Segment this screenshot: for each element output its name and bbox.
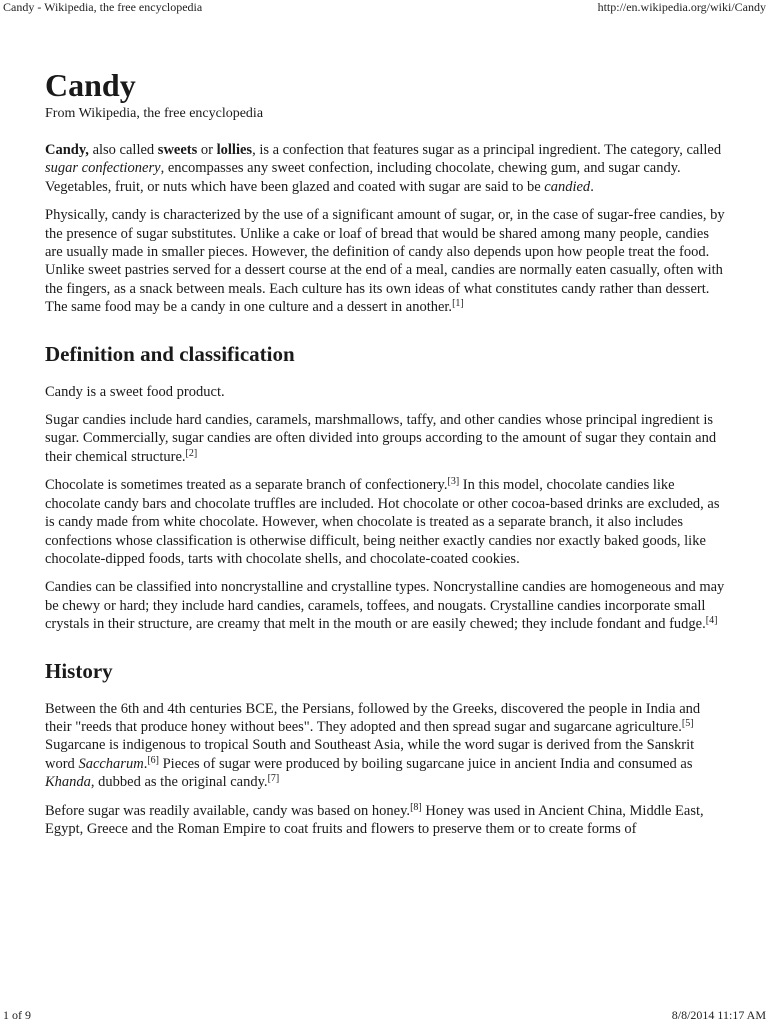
citation-ref-6[interactable]: [6] (147, 754, 159, 766)
citation-ref-5[interactable]: [5] (681, 717, 694, 729)
text-run: , encompasses any sweet confection, including chocolate, chewing gum, and sugar candy. Vegetables, fruit, or nuts which have been glazed and coated with sugar are said to be (45, 160, 681, 195)
footer-datetime: 8/8/2014 11:17 AM (671, 1008, 766, 1022)
text-run: Sugarcane is indigenous to tropical South and Southeast Asia, while the word sugar is derived from the Sanskrit word (45, 737, 695, 772)
history-paragraph-1 (45, 700, 725, 792)
italic-term: Saccharum (78, 755, 144, 772)
text-run: or (197, 142, 217, 158)
print-header (0, 0, 768, 16)
text-run: Candies can be classified into noncrystalline and crystalline types. Noncrystalline candies are homogeneous and may be chewy or hard; they include hard candies, caramels, toffees, and nougats. Crystalline candies incorporate small crystals in their structure, are creamy that melt in the mouth or are easily chewed; they include fondant and fudge. (45, 579, 725, 633)
bold-term: sweets (157, 142, 198, 158)
italic-term: Khanda (45, 774, 91, 791)
text-run: Pieces of sugar were produced by boiling sugarcane juice in ancient India and consumed as (158, 755, 693, 772)
definition-paragraph-1: Candy is a sweet food product. (45, 383, 225, 400)
footer-page-number: 1 of 9 (3, 1008, 31, 1022)
article-body (45, 67, 725, 838)
text-run: Chocolate is sometimes treated as a separate branch of confectionery. (45, 477, 448, 494)
history-paragraph-2 (45, 802, 725, 839)
intro-paragraph-2 (45, 206, 725, 316)
text-run: . (590, 178, 594, 195)
definition-paragraph-3 (45, 476, 725, 568)
print-footer (0, 1008, 768, 1024)
citation-ref-2[interactable]: [2] (185, 447, 198, 459)
definition-paragraph-4 (45, 578, 725, 633)
citation-ref-8[interactable]: [8] (410, 801, 422, 813)
text-run: . (143, 755, 148, 772)
citation-ref-4[interactable]: [4] (705, 615, 718, 627)
bold-term: Candy, (45, 142, 89, 158)
article-subtitle: From Wikipedia, the free encyclopedia (45, 106, 264, 121)
citation-ref-7[interactable]: [7] (267, 773, 280, 785)
text-run: Between the 6th and 4th centuries BCE, the Persians, followed by the Greeks, discovered the people in India and their "reeds that produce honey without bees". They adopted and then spread sugar and sugarcane agriculture. (45, 700, 701, 735)
section-heading-history: History (45, 658, 113, 683)
article-title: Candy (45, 67, 136, 103)
text-run: Sugar candies include hard candies, caramels, marshmallows, taffy, and other candies whose principal ingredient is sugar. Commercially, sugar candies are often divided into groups according to the amount of sugar they contain and their chemical structure. (45, 412, 717, 465)
italic-term: candied (544, 178, 591, 195)
intro-paragraph-1 (45, 141, 725, 196)
text-run: Physically, candy is characterized by the use of a significant amount of sugar, or, in the case of sugar-free candies, by the presence of sugar substitutes. Unlike a cake or loaf of bread that would be shared among many people, candies are usually made in smaller pieces. However, the definition of candy also depends upon how people treat the food. Unlike sweet pastries served for a dessert course at the end of a meal, candies are normally eaten casually, often with the fingers, as a snack between meals. Each culture has its own ideas of what constitutes candy rather than dessert. The same food may be a candy in one culture and a dessert in another. (45, 207, 725, 316)
italic-term: sugar confectionery (45, 160, 161, 177)
definition-paragraph-2 (45, 411, 725, 466)
text-run: also called (88, 142, 158, 158)
section-heading-definition: Definition and classification (45, 341, 295, 366)
header-url: http://en.wikipedia.org/wiki/Candy (597, 0, 766, 14)
citation-ref-3[interactable]: [3] (447, 476, 460, 488)
text-run: Honey was used in Ancient China, Middle East, Egypt, Greece and the Roman Empire to coat fruits and flowers to preserve them or to create forms of (45, 802, 704, 837)
text-run: , dubbed as the original candy. (90, 774, 268, 791)
bold-term: lollies (216, 142, 253, 158)
text-run: In this model, chocolate candies like chocolate candy bars and chocolate truffles are included. Hot chocolate or other cocoa-based drinks are excluded, as is candy made from white chocolate. However, when chocolate is treated as a separate branch, it also includes confections whose classification is otherwise difficult, being neither exactly candies nor exactly baked goods, like chocolate-dipped foods, tarts with chocolate shells, and chocolate-coated cookies. (45, 477, 720, 567)
text-run: , is a confection that features sugar as a principal ingredient. The category, called (252, 142, 722, 158)
header-page-title: Candy - Wikipedia, the free encyclopedia (3, 0, 203, 14)
text-run: Before sugar was readily available, candy was based on honey. (45, 802, 411, 819)
citation-ref-1[interactable]: [1] (452, 298, 464, 310)
